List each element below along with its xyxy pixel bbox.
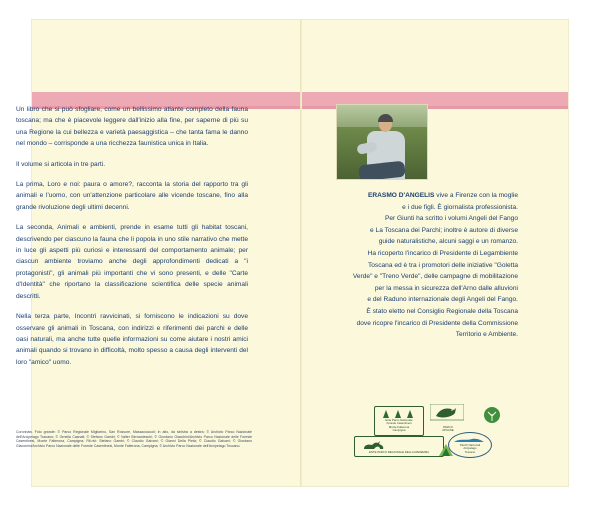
author-bio-line-12: dove ricopre l'incarico di Presidente della Commissione <box>356 319 518 327</box>
tree-icon <box>478 406 506 426</box>
back-paragraph-4: La seconda, Animali e ambienti, prende in esame tutti gli habitat toscani, descrivendo per ciascuno la fauna che li popola in uno stile narrativo che mette in luce gli aspetti più curiosi e interessanti del comportamento animale; per ciascun ambiente troviamo anche degli approfondimenti dedicati a "i protagonisti", gli animali più importanti che vi sono presenti, e delle "Carte d'Identità" che riportano la classificazione scientifica delle specie animali descritti. <box>16 224 248 300</box>
author-bio-line-3: Per Giunti ha scritto i volumi Angeli del Fango <box>384 215 518 223</box>
author-bio-line-10: e del Raduno internazionale degli Angeli del Fango. <box>367 296 518 304</box>
author-portrait-photo <box>336 104 428 180</box>
author-bio-line-4: e La Toscana dei Parchi; inoltre è autore di diverse <box>370 226 518 234</box>
logo-parchi-nazionali-line-3: Toscano <box>464 449 476 454</box>
author-bio-line-1-rest: vive a Firenze con la moglie <box>436 192 518 199</box>
photo-figure-hair <box>378 114 393 122</box>
author-bio-line-5: guide naturalistiche, alcuni saggi e un romanzo. <box>378 238 518 246</box>
bird-icon <box>430 404 464 426</box>
back-paragraph-5: Nella terza parte, Incontri ravvicinati, si forniscono le indicazioni su dove osservare gli animali in Toscana, con indirizzi e riferimenti dei parchi e delle oasi naturali, ma anche tutte quelle informazioni su come aiutare i nostri amici animali quando si trovano in difficoltà, molto spesso a causa degli interventi del loro "amico" uomo. <box>16 313 248 366</box>
logo-foreste-casentinesi-line-2: Foreste Casentinesi <box>386 421 412 426</box>
author-bio <box>248 190 518 341</box>
author-bio-line-1 <box>248 190 518 202</box>
author-name: ERASMO D'ANGELIS <box>368 192 435 199</box>
logo-green-a <box>434 442 460 458</box>
logo-bird-park <box>430 404 466 433</box>
logo-parchi-nazionali-line-2: Arcipelago <box>463 446 477 451</box>
logo-green-tree <box>478 406 508 426</box>
author-bio-line-9: per la messa in sicurezza dell'Arno dalle alluvioni <box>374 284 518 292</box>
back-paragraph-1: Un libro che si può sfogliare, come un bellissimo atlante completo della fauna toscana; ma che è piacevole leggere dall'inizio alla fine, per saperne di più su una Regione la cui bellezza e varietà paesaggistica – che tanta fama le danno nel mondo – corrisponde a una ricchezza faunistica unica in Italia. <box>16 106 248 148</box>
author-bio-line-13: Territorio e Ambiente. <box>455 331 518 339</box>
logo-maremma-line-1: ENTE PARCO REGIONALE DELLA MAREMMA <box>369 450 429 454</box>
logo-foreste-casentinesi <box>374 406 424 436</box>
back-cover-text <box>16 104 248 377</box>
letter-a-icon <box>434 442 458 458</box>
author-bio-line-7: Toscana ed è tra i promotori delle iniziative "Goletta <box>367 261 518 269</box>
author-bio-line-11: È stato eletto nel Consiglio Regionale della Toscana <box>366 307 518 315</box>
author-bio-line-2: e i due figli. È giornalista professionista. <box>402 203 518 211</box>
logo-foreste-casentinesi-line-4: Campigna <box>392 428 406 433</box>
logo-bird-park-line-2: APUANE <box>442 428 454 433</box>
logo-foreste-casentinesi-line-1: Ente Parco Nazionale <box>385 418 413 422</box>
back-paragraph-2: Il volume si articola in tre parti. <box>16 160 106 168</box>
photo-credits: Coronnaw. Foto grande: © Parco Regionale Migliarino, San Rossore, Massaciuccoli; in alto, da sinistra a destra: © Archivio Parco Nazionale dell'Arcipelago Toscano; © Ornella Casnati; © Stefano Gambi; © Valter Bernardeschi; © Giordano Giacchini/Archivio Parco Nazionale delle Foreste Casentinesi, Monte Falterona, Campigna; Rit.rivi: Stefano Gambi; © Claudio Galvani; © Gianni Della Pietà; © Claudio Galvani; © Giordano Giacomini/Archivio Parco Nazionale delle Foreste Casentinesi, Monte Falterona, Campigna; © Archivio Parco Nazionale dell'Arcipelago Toscano. <box>16 430 252 448</box>
logo-foreste-casentinesi-line-3: Monte Falterona <box>388 424 410 429</box>
logo-bird-park-line-1: PARCO <box>443 425 453 429</box>
back-paragraph-3: La prima, Loro e noi: paura o amore?, racconta la storia del rapporto tra gli animali e l'uomo, con un'attenzione particolare alle vicende toscane, fino alla grande rivoluzione degli ultimi decenni. <box>16 181 248 211</box>
logo-maremma <box>354 436 444 457</box>
logo-parchi-nazionali-line-1: Parchi Nazionali <box>459 443 481 447</box>
author-bio-line-6: Ha ricoperto l'incarico di Presidente di Legambiente <box>367 249 518 257</box>
park-logos-strip <box>352 398 522 458</box>
author-bio-line-8: Verde" e "Treno Verde", delle campagne di mobilitazione <box>352 273 518 281</box>
